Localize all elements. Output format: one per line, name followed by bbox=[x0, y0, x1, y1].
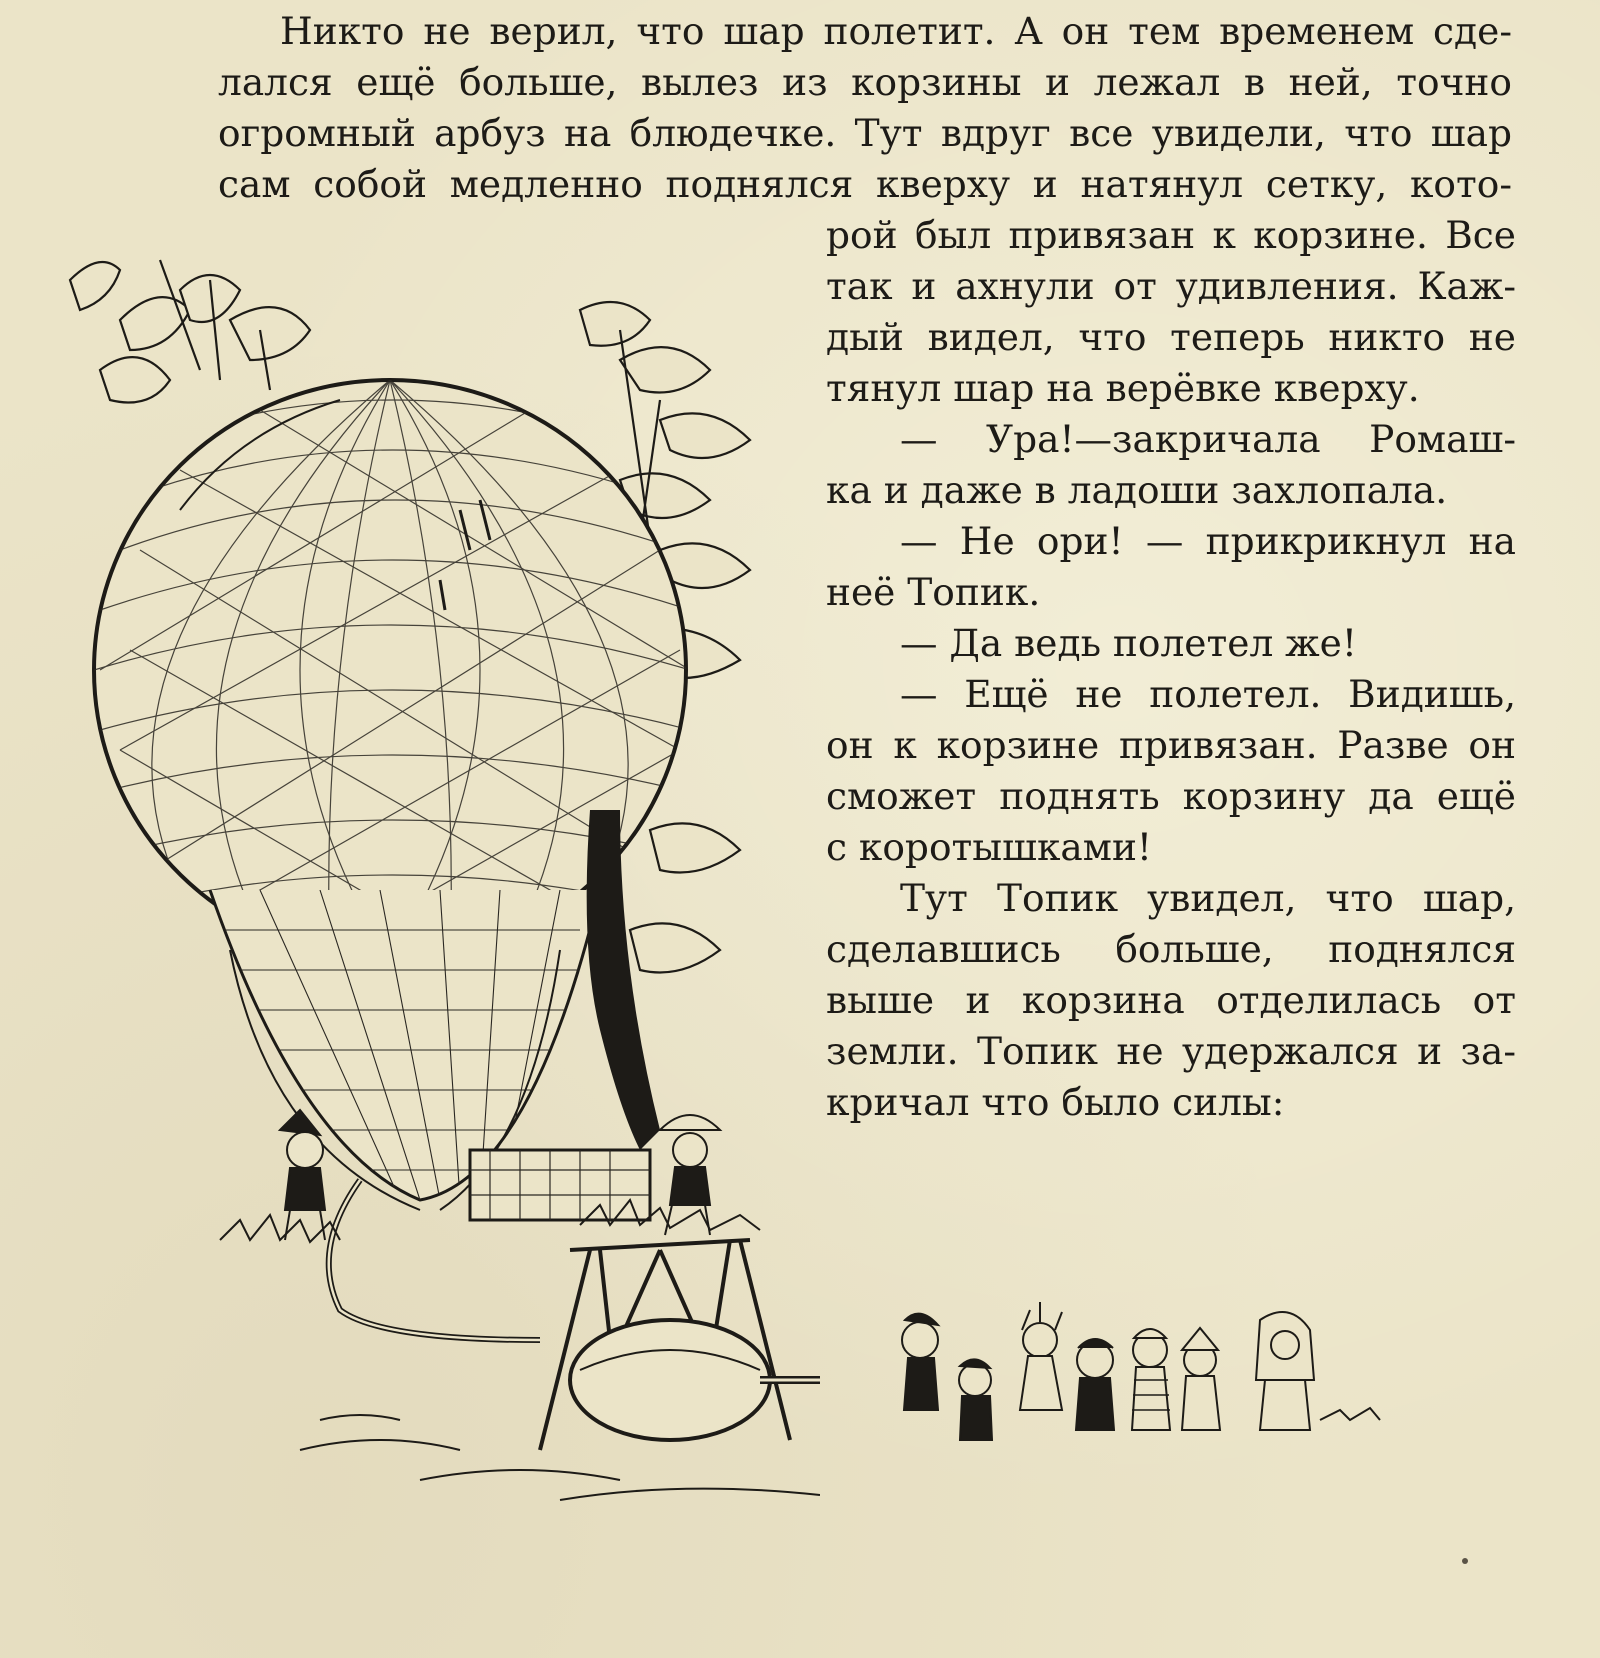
dialogue-line: неё Топик. bbox=[826, 570, 1041, 614]
text-line: так и ахнули от удивления. Каж- bbox=[826, 264, 1516, 308]
character-hat bbox=[1182, 1328, 1220, 1430]
character-hooded bbox=[1256, 1312, 1314, 1430]
tree-trunk bbox=[587, 810, 660, 1150]
right-column-text bbox=[826, 210, 1516, 1128]
dialogue-line: — Ещё не полетел. Видишь, bbox=[900, 672, 1516, 716]
dialogue-line: с коротышками! bbox=[826, 825, 1153, 869]
text-line: сам собой медленно поднялся кверху и натянул сетку, кото- bbox=[218, 162, 1512, 206]
text-line: выше и корзина отделилась от bbox=[826, 978, 1516, 1022]
ink-speck bbox=[1462, 1558, 1468, 1564]
character-girl bbox=[1020, 1302, 1062, 1410]
character-left bbox=[280, 1110, 325, 1240]
dialogue-line: — Ура!—закричала Ромаш- bbox=[900, 417, 1516, 461]
balloon-illustration bbox=[60, 250, 820, 1570]
dialogue-line: он к корзине привязан. Разве он bbox=[826, 723, 1516, 767]
ground bbox=[300, 1415, 820, 1500]
text-line: лался ещё больше, вылез из корзины и лежал в ней, точно bbox=[218, 60, 1512, 104]
top-paragraph bbox=[218, 6, 1512, 210]
text-line: тянул шар на верёвке кверху. bbox=[826, 366, 1420, 410]
text-line: кричал что было силы: bbox=[826, 1080, 1285, 1124]
dialogue-line: сможет поднять корзину да ещё bbox=[826, 774, 1516, 818]
character-striped bbox=[1132, 1329, 1170, 1430]
character-pumping bbox=[902, 1314, 938, 1410]
tripod-pot bbox=[540, 1240, 820, 1450]
dialogue-line: ка и даже в ладоши захлопала. bbox=[826, 468, 1448, 512]
text-line: рой был привязан к корзине. Все bbox=[826, 213, 1516, 257]
characters-group bbox=[880, 1290, 1440, 1510]
character-curly bbox=[1076, 1339, 1114, 1430]
text-line: дый видел, что теперь никто не bbox=[826, 315, 1516, 359]
text-line: сделавшись больше, поднялся bbox=[826, 927, 1516, 971]
text-line: Никто не верил, что шар полетит. А он тем временем сде- bbox=[280, 9, 1512, 53]
dialogue-line: — Да ведь полетел же! bbox=[900, 621, 1357, 665]
dialogue-line: — Не ори! — прикрикнул на bbox=[900, 519, 1516, 563]
text-line: огромный арбуз на блюдечке. Тут вдруг все увидели, что шар bbox=[218, 111, 1512, 155]
text-line: земли. Топик не удержался и за- bbox=[826, 1029, 1516, 1073]
character-small bbox=[959, 1359, 992, 1440]
text-line: Тут Топик увидел, что шар, bbox=[900, 876, 1516, 920]
